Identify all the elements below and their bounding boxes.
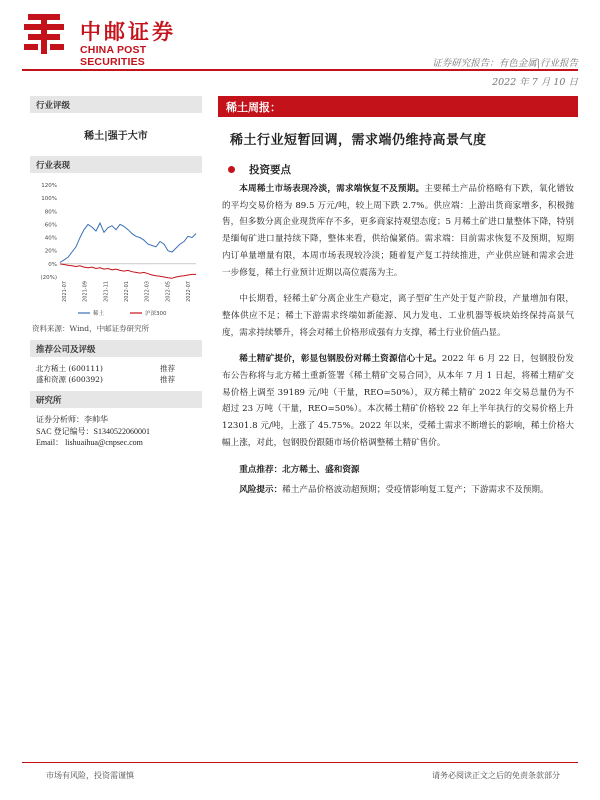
y-tick-label: 0% bbox=[48, 261, 57, 268]
performance-heading: 行业表现 bbox=[30, 156, 202, 173]
x-tick-label: 2022-03 bbox=[144, 281, 151, 302]
x-tick-label: 2022-01 bbox=[124, 281, 130, 302]
industry-rating: 稀土|强于大市 bbox=[84, 131, 148, 142]
y-tick-label: 80% bbox=[44, 209, 57, 216]
recommend-body: 北方稀土、盛和资源 bbox=[282, 464, 360, 475]
risk-lead: 风险提示： bbox=[239, 485, 283, 496]
series-line bbox=[60, 223, 196, 262]
performance-chart-svg bbox=[30, 173, 202, 321]
paragraph-lead: 本周稀土市场表现冷淡，需求端恢复不及预期。 bbox=[239, 184, 425, 194]
company-row bbox=[36, 363, 196, 374]
china-post-logo-icon bbox=[22, 12, 66, 56]
section-title: 投资要点 bbox=[249, 164, 291, 176]
recommend-lead: 重点推荐： bbox=[239, 464, 283, 475]
research-heading: 研究所 bbox=[30, 391, 202, 408]
paragraph-body: 2022 年 6 月 22 日，包钢股份发布公告称将与北方稀土重新签署《稀土精矿交易合同》，从本年 7 月 1 日起，将稀土精矿交易价格上调至 39189 元/吨（干量，REO=50%），双方稀土精矿 2022 年交易总量仍为不超过 23 万吨（干量，REO=50%）。本次稀土精矿价格较 22 年上半年执行的交易价格上升 12301.8 元/吨，上涨了 45.75%。2022 年以来，受稀土需求不断增长的影响，稀土价格大幅上涨，对此，包钢股份跟随市场价格调整稀土精矿售价。 bbox=[222, 354, 574, 448]
risk-body: 稀土产品价格波动超预期；受疫情影响复工复产；下游需求不及预期。 bbox=[282, 485, 549, 496]
paragraph-price bbox=[222, 351, 574, 451]
paragraph-risk bbox=[222, 482, 574, 499]
paragraph-body: 主要稀土产品价格略有下跌，氧化镨钕的平均交易价格为 89.5 万元/吨，较上周下跌 2.7%。供应端：上游出货商家增多，积极抛售，但多数分离企业现货库存不多，更多商家持观望态度；5 月稀土矿进口量整体下降，特别是缅甸矿进口量持续下降，整体来看，供给偏紧俏。需求端：目前需求恢复不及预期，短期内订单量增量有限，本周市场表现较冷淡；随着复产复工持续推进，产业供应链和需求会进一步修复，稀土行业预计近期以高位震荡为主。 bbox=[222, 184, 574, 278]
report-date: 2022 年 7 月 10 日 bbox=[492, 77, 578, 88]
company-rating: 推荐 bbox=[160, 364, 175, 373]
chart-source: 资料来源：Wind，中邮证券研究所 bbox=[32, 324, 150, 333]
x-tick-label: 2021-09 bbox=[82, 281, 89, 302]
brand-name-en: CHINA POST SECURITIES bbox=[80, 44, 147, 68]
sac-number: SAC 登记编号：S1340522060001 bbox=[36, 426, 151, 436]
bullet-icon bbox=[228, 166, 235, 173]
analyst-name: 证券分析师：李帅华 bbox=[36, 415, 108, 424]
brand-name-cn: 中邮证券 bbox=[80, 20, 176, 44]
y-tick-label: (20%) bbox=[40, 275, 57, 281]
report-type: 证券研究报告：有色金属|行业报告 bbox=[432, 58, 578, 69]
footer-divider bbox=[22, 762, 578, 763]
company-rating: 推荐 bbox=[160, 375, 175, 384]
performance-chart bbox=[30, 173, 202, 321]
x-tick-label: 2021-11 bbox=[103, 281, 110, 302]
series-line bbox=[60, 264, 196, 278]
y-tick-label: 20% bbox=[44, 248, 57, 255]
y-tick-label: 120% bbox=[41, 183, 57, 189]
section-heading bbox=[228, 162, 578, 177]
y-tick-label: 60% bbox=[44, 222, 57, 229]
main-content bbox=[218, 96, 578, 499]
paragraph-outlook: 中长期看，轻稀土矿分离企业生产稳定，离子型矿生产处于复产阶段，产量增加有限，整体供应不足；稀土下游需求终端如新能源、风力发电、工业机器等板块始终保持高景气度，需求持续攀升，将会对稀土价格形成强有力支撑，稀土行业价值凸显。 bbox=[222, 294, 574, 338]
report-title: 稀土行业短暂回调，需求端仍维持高景气度 bbox=[230, 133, 487, 148]
footer-risk-note: 市场有风险，投资需谨慎 bbox=[46, 771, 134, 780]
x-tick-label: 2022-07 bbox=[186, 281, 192, 302]
recommend-heading: 推荐公司及评级 bbox=[30, 340, 202, 357]
paragraph-lead: 稀土精矿提价，彰显包钢股份对稀土资源信心十足。 bbox=[239, 354, 442, 365]
legend-label: 沪深300 bbox=[145, 311, 167, 317]
y-tick-label: 100% bbox=[41, 196, 57, 203]
company-row bbox=[36, 374, 196, 385]
company-name: 北方稀土 (600111) bbox=[36, 364, 103, 373]
header-divider bbox=[22, 69, 578, 71]
y-tick-label: 40% bbox=[44, 235, 57, 242]
legend-label: 稀土 bbox=[93, 311, 105, 317]
company-name: 盛和资源 (600392) bbox=[36, 375, 103, 384]
analyst-email[interactable]: Email： lishuaihua@cnpsec.com bbox=[36, 438, 143, 447]
x-tick-label: 2021-07 bbox=[62, 281, 68, 302]
rating-heading: 行业评级 bbox=[30, 96, 202, 113]
paragraph-market bbox=[222, 181, 574, 281]
report-series-bar: 稀土周报： bbox=[218, 96, 578, 117]
company-list bbox=[30, 357, 202, 391]
paragraph-recommend bbox=[222, 462, 574, 479]
analyst-info bbox=[30, 408, 202, 455]
brand-logo bbox=[22, 12, 202, 68]
x-tick-label: 2022-05 bbox=[165, 281, 172, 302]
footer-disclaimer: 请务必阅读正文之后的免责条款部分 bbox=[432, 771, 560, 780]
sidebar bbox=[30, 96, 202, 455]
